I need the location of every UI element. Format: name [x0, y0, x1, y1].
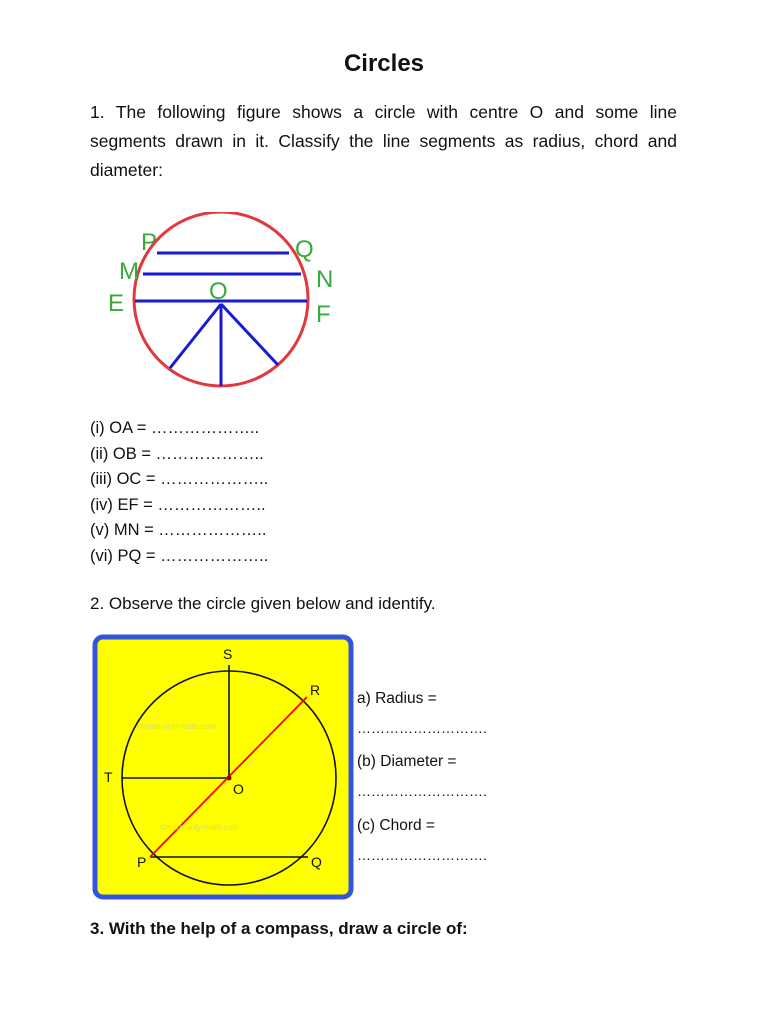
- label-o: O: [209, 278, 228, 305]
- label-m: M: [119, 258, 139, 285]
- watermark: ©math-only-math.com: [160, 823, 239, 832]
- part-c-blank: ……………………….: [357, 847, 487, 863]
- question-1-answers: [90, 416, 268, 569]
- answer-line: (vi) PQ = ………………..: [90, 546, 269, 565]
- question-2-text: 2. Observe the circle given below and identify.: [90, 594, 436, 613]
- question-3-text: 3. With the help of a compass, draw a circle of:: [90, 919, 468, 938]
- label-r: R: [310, 682, 321, 698]
- label-q: Q: [311, 854, 322, 870]
- answer-line: (ii) OB = ………………..: [90, 444, 264, 463]
- answer-line: (v) MN = ………………..: [90, 521, 267, 539]
- answer-line: (iii) OC = ………………..: [90, 470, 269, 488]
- part-b-blank: ……………………….: [357, 783, 487, 799]
- part-c-label: (c) Chord =: [357, 817, 435, 834]
- label-e: E: [108, 290, 125, 317]
- watermark: ©math-only-math.com: [137, 722, 216, 731]
- label-t: T: [104, 769, 113, 785]
- circle-figure-1: [105, 212, 355, 402]
- label-f: F: [316, 301, 331, 328]
- radius-oa: [170, 304, 221, 368]
- page-title: Circles: [343, 50, 425, 77]
- center-dot: [227, 776, 232, 781]
- label-n: N: [316, 266, 334, 293]
- question-1-text: 1. The following figure shows a circle with centre O and some line segments drawn in it. Classify the line segments as radius, chord and diameter:: [90, 102, 677, 180]
- label-o: O: [233, 781, 244, 797]
- answer-line: (i) OA = ………………..: [90, 419, 260, 437]
- label-p: P: [141, 229, 158, 256]
- part-b-label: (b) Diameter =: [357, 753, 457, 770]
- answer-line: (iv) EF = ………………..: [90, 495, 266, 514]
- radius-oc: [221, 304, 278, 365]
- label-q: Q: [295, 236, 314, 263]
- circle-figure-2: [92, 634, 354, 900]
- part-a-label: a) Radius =: [357, 690, 437, 707]
- part-a-blank: ……………………….: [357, 720, 487, 736]
- label-p: P: [137, 854, 147, 870]
- label-s: S: [223, 646, 233, 662]
